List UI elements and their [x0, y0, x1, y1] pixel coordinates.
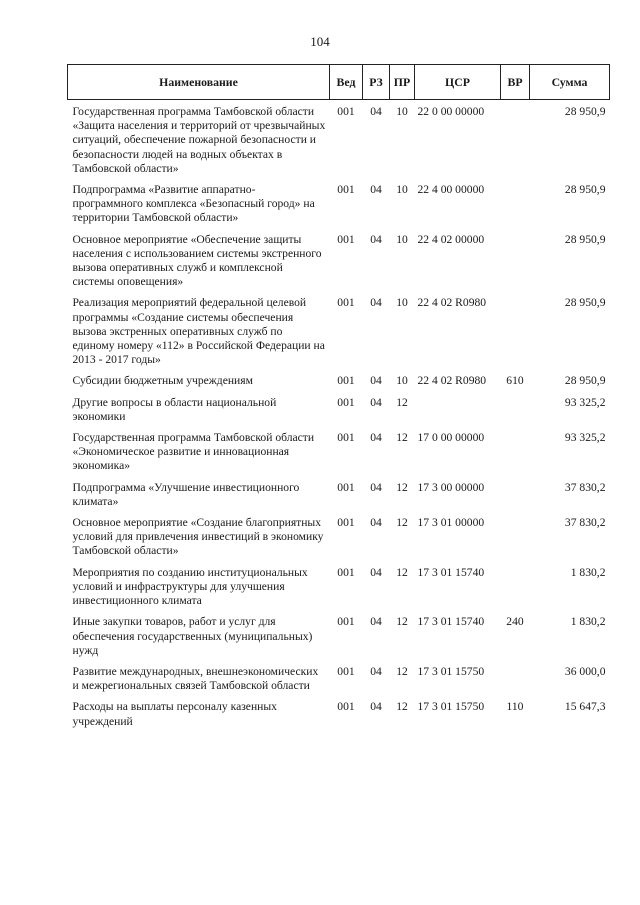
row-pr: 10	[396, 232, 408, 246]
row-name: Основное мероприятие «Создание благоприятных условий для привлечения инвестиций в экономику Тамбовской области»	[72, 516, 324, 558]
row-vr	[501, 512, 530, 562]
row-csr: 17 3 01 15750	[417, 664, 485, 678]
row-vr	[501, 562, 530, 612]
row-name: Субсидии бюджетным учреждениям	[72, 374, 253, 388]
row-name: Мероприятия по созданию институциональных условий и инфраструктуры для улучшения инвестиционного климата	[72, 565, 308, 608]
header-rz: РЗ	[363, 65, 390, 100]
table-row	[68, 229, 610, 293]
row-ved: 001	[337, 664, 355, 678]
header-ved: Вед	[330, 65, 363, 100]
row-csr: 17 0 00 00000	[417, 431, 485, 445]
row-sum: 37 830,2	[564, 480, 606, 494]
row-sum: 1 830,2	[570, 615, 606, 629]
table-row	[68, 392, 610, 427]
row-rz: 04	[370, 105, 382, 118]
row-csr: 22 0 00 00000	[417, 105, 485, 118]
row-name: Расходы на выплаты персоналу казенных учреждений	[72, 700, 277, 728]
row-pr: 12	[396, 395, 408, 409]
header-name: Наименование	[68, 65, 330, 100]
header-csr: ЦСР	[415, 65, 501, 100]
row-rz: 04	[370, 431, 382, 445]
row-pr: 12	[396, 480, 408, 494]
row-vr	[501, 661, 530, 696]
row-ved: 001	[337, 615, 355, 629]
row-csr: 17 3 01 00000	[417, 516, 485, 530]
row-pr: 12	[396, 431, 408, 445]
table-row	[68, 696, 610, 731]
row-csr: 17 3 01 15740	[417, 565, 485, 579]
row-name: Реализация мероприятий федеральной целевой программы «Создание системы обеспечения вызова экстренных оперативных служб по единому номеру «112» в Российской Федерации на 2013 - 2017 годы»	[72, 296, 325, 367]
row-ved: 001	[337, 565, 355, 579]
row-pr: 10	[396, 296, 408, 310]
row-rz: 04	[370, 700, 382, 714]
row-sum: 36 000,0	[564, 664, 606, 678]
row-name: Другие вопросы в области национальной экономики	[72, 395, 277, 423]
row-sum: 93 325,2	[564, 395, 606, 409]
header-sum: Сумма	[530, 65, 610, 100]
budget-table	[67, 64, 610, 732]
row-ved: 001	[337, 516, 355, 530]
row-sum: 28 950,9	[564, 105, 606, 118]
row-csr: 22 4 02 00000	[417, 232, 485, 246]
row-csr	[415, 392, 501, 427]
row-rz: 04	[370, 232, 382, 246]
table-row	[68, 477, 610, 512]
row-pr: 12	[396, 664, 408, 678]
row-rz: 04	[370, 296, 382, 310]
row-sum: 37 830,2	[564, 516, 606, 530]
row-name: Государственная программа Тамбовской области «Защита населения и территорий от чрезвычайных ситуаций, обеспечение пожарной безопасности и безопасности людей на водных объектах в Тамбовской области»	[72, 105, 326, 175]
row-name: Иные закупки товаров, работ и услуг для обеспечения государственных (муниципальных) нужд	[72, 615, 313, 657]
table-row	[68, 370, 610, 391]
table-row	[68, 512, 610, 562]
header-pr: ПР	[390, 65, 415, 100]
row-vr: 240	[506, 615, 524, 629]
row-sum: 93 325,2	[564, 431, 606, 445]
row-ved: 001	[337, 700, 355, 714]
row-rz: 04	[370, 615, 382, 629]
row-vr	[501, 179, 530, 229]
row-csr: 17 3 01 15750	[417, 700, 485, 714]
row-pr: 12	[396, 565, 408, 579]
row-csr: 22 4 02 R0980	[417, 296, 487, 310]
row-ved: 001	[337, 374, 355, 388]
row-ved: 001	[337, 480, 355, 494]
row-vr	[501, 292, 530, 370]
row-vr	[501, 100, 530, 180]
row-name: Государственная программа Тамбовской области «Экономическое развитие и инновационная экономика»	[72, 431, 315, 473]
row-name: Основное мероприятие «Обеспечение защиты населения с использованием системы экстренного вызова оперативных служб и комплексной системы оповещения»	[72, 232, 322, 289]
row-pr: 10	[396, 105, 408, 118]
row-name: Подпрограмма «Улучшение инвестиционного климата»	[72, 480, 300, 508]
table-row	[68, 179, 610, 229]
row-sum: 28 950,9	[564, 374, 606, 388]
row-ved: 001	[337, 183, 355, 197]
row-sum: 15 647,3	[564, 700, 606, 714]
table-row	[68, 100, 610, 180]
row-name: Подпрограмма «Развитие аппаратно-программного комплекса «Безопасный город» на территории Тамбовской области»	[72, 183, 315, 225]
header-row	[68, 65, 610, 100]
row-ved: 001	[337, 296, 355, 310]
table-row	[68, 661, 610, 696]
row-sum: 28 950,9	[564, 232, 606, 246]
row-pr: 10	[396, 183, 408, 197]
page-number: 104	[310, 34, 330, 49]
row-sum: 1 830,2	[570, 565, 606, 579]
row-rz: 04	[370, 664, 382, 678]
row-sum: 28 950,9	[564, 183, 606, 197]
row-vr	[501, 392, 530, 427]
row-csr: 22 4 02 R0980	[417, 374, 487, 388]
row-sum: 28 950,9	[564, 296, 606, 310]
row-rz: 04	[370, 374, 382, 388]
row-csr: 22 4 00 00000	[417, 183, 485, 197]
row-rz: 04	[370, 565, 382, 579]
row-pr: 12	[396, 700, 408, 714]
table-row	[68, 611, 610, 661]
row-vr	[501, 229, 530, 293]
row-rz: 04	[370, 516, 382, 530]
table-row	[68, 292, 610, 370]
row-ved: 001	[337, 105, 355, 118]
row-csr: 17 3 01 15740	[417, 615, 485, 629]
row-pr: 10	[396, 374, 408, 388]
row-vr: 610	[506, 374, 524, 388]
row-pr: 12	[396, 615, 408, 629]
table-row	[68, 427, 610, 477]
row-ved: 001	[337, 395, 355, 409]
row-vr	[501, 477, 530, 512]
row-csr: 17 3 00 00000	[417, 480, 485, 494]
row-vr: 110	[506, 700, 524, 714]
row-ved: 001	[337, 232, 355, 246]
header-vr: ВР	[501, 65, 530, 100]
table-row	[68, 562, 610, 612]
row-rz: 04	[370, 395, 382, 409]
table-body	[68, 100, 610, 732]
row-rz: 04	[370, 183, 382, 197]
row-ved: 001	[337, 431, 355, 445]
row-vr	[501, 427, 530, 477]
row-rz: 04	[370, 480, 382, 494]
row-name: Развитие международных, внешнеэкономических и межрегиональных связей Тамбовской области	[72, 664, 319, 693]
table-header	[68, 65, 610, 100]
row-pr: 12	[396, 516, 408, 530]
